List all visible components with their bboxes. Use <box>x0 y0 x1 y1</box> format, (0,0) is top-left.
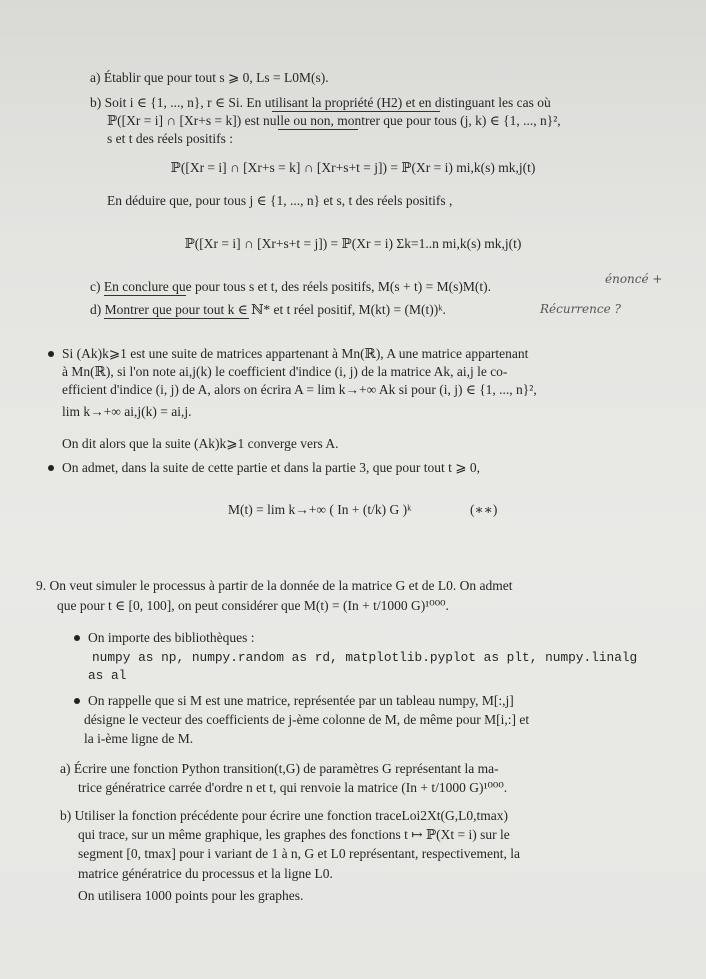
part-b-line-3: s et t des réels positifs : <box>107 131 233 146</box>
question-9-line-2: que pour t ∈ [0, 100], on peut considérer que M(t) = (In + t/1000 G)¹⁰⁰⁰. <box>57 598 449 613</box>
recall-line-1: On rappelle que si M est une matrice, représentée par un tableau numpy, M[:,j] <box>88 693 514 708</box>
part-b-line-1: b) Soit i ∈ {1, ..., n}, r ∈ Si. En utilisant la propriété (H2) et en distinguant les cas où <box>90 95 551 110</box>
bullet-1-line-1: Si (Ak)k⩾1 est une suite de matrices appartenant à Mn(ℝ), A une matrice appartenant <box>62 346 529 361</box>
question-9a-line-1: a) Écrire une fonction Python transition(t,G) de paramètres G représentant la ma- <box>60 761 499 776</box>
question-9a-line-2: trice génératrice carrée d'ordre n et t, qui renvoie la matrice (In + t/1000 G)¹⁰⁰⁰. <box>78 780 508 795</box>
bullet-1-line-3: efficient d'indice (i, j) de A, alors on écrira A = lim k→+∞ Ak si pour (i, j) ∈ {1, ..., n}², <box>62 382 537 397</box>
bullet-icon <box>48 351 54 357</box>
underline-mark <box>104 295 186 296</box>
deduce-text: En déduire que, pour tous j ∈ {1, ..., n} et s, t des réels positifs , <box>107 193 453 208</box>
equation-2: ℙ([Xr = i] ∩ [Xr+s+t = j]) = ℙ(Xr = i) Σk=1..n mi,k(s) mk,j(t) <box>184 236 522 251</box>
question-9-line-1: 9. On veut simuler le processus à partir de la donnée de la matrice G et de L0. On admet <box>36 578 513 593</box>
equation-3-tag: (∗∗) <box>470 502 498 517</box>
converge-text: On dit alors que la suite (Ak)k⩾1 converge vers A. <box>62 436 339 451</box>
question-9b-line-5: On utilisera 1000 points pour les graphes. <box>78 888 304 903</box>
part-a: a) Établir que pour tout s ⩾ 0, Ls = L0M(s). <box>90 70 329 85</box>
bullet-icon <box>48 465 54 471</box>
bullet-icon <box>74 635 80 641</box>
underline-mark <box>104 318 249 319</box>
handwritten-note-d: Récurrence ? <box>540 302 621 316</box>
recall-line-3: la i-ème ligne de M. <box>84 731 194 746</box>
question-9b-line-4: matrice génératrice du processus et la ligne L0. <box>78 866 333 881</box>
bullet-icon <box>74 698 80 704</box>
underline-mark <box>272 111 440 112</box>
handwritten-note-c: énoncé + <box>605 272 663 286</box>
import-code-line-1: numpy as np, numpy.random as rd, matplotlib.pyplot as plt, numpy.linalg <box>92 650 638 665</box>
question-9b-line-2: qui trace, sur un même graphique, les graphes des fonctions t ↦ ℙ(Xt = i) sur le <box>78 827 510 842</box>
part-d: d) Montrer que pour tout k ∈ ℕ* et t réel positif, M(kt) = (M(t))ᵏ. <box>90 302 446 317</box>
equation-1: ℙ([Xr = i] ∩ [Xr+s = k] ∩ [Xr+s+t = j]) = ℙ(Xr = i) mi,k(s) mk,j(t) <box>170 160 536 175</box>
part-c: c) En conclure que pour tous s et t, des réels positifs, M(s + t) = M(s)M(t). <box>90 279 492 294</box>
bullet-1-line-2: à Mn(ℝ), si l'on note ai,j(k) le coefficient d'indice (i, j) de la matrice Ak, ai,j le co- <box>62 364 508 379</box>
part-b-line-2: ℙ([Xr = i] ∩ [Xr+s = k]) est nulle ou non, montrer que pour tous (j, k) ∈ {1, ..., n}², <box>107 113 561 128</box>
equation-3: M(t) = lim k→+∞ ( In + (t/k) G )ᵏ <box>228 502 412 517</box>
recall-line-2: désigne le vecteur des coefficients de j-ème colonne de M, de même pour M[i,:] et <box>84 712 530 727</box>
underline-mark <box>278 129 358 130</box>
question-9b-line-3: segment [0, tmax] pour i variant de 1 à n, G et L0 représentant, respectivement, la <box>78 846 520 861</box>
import-title: On importe des bibliothèques : <box>88 630 255 645</box>
question-9b-line-1: b) Utiliser la fonction précédente pour écrire une fonction traceLoi2Xt(G,L0,tmax) <box>60 808 508 823</box>
import-code-line-2: as al <box>88 668 127 683</box>
bullet-2: On admet, dans la suite de cette partie et dans la partie 3, que pour tout t ⩾ 0, <box>62 460 481 475</box>
bullet-1-line-4: lim k→+∞ ai,j(k) = ai,j. <box>62 404 192 419</box>
